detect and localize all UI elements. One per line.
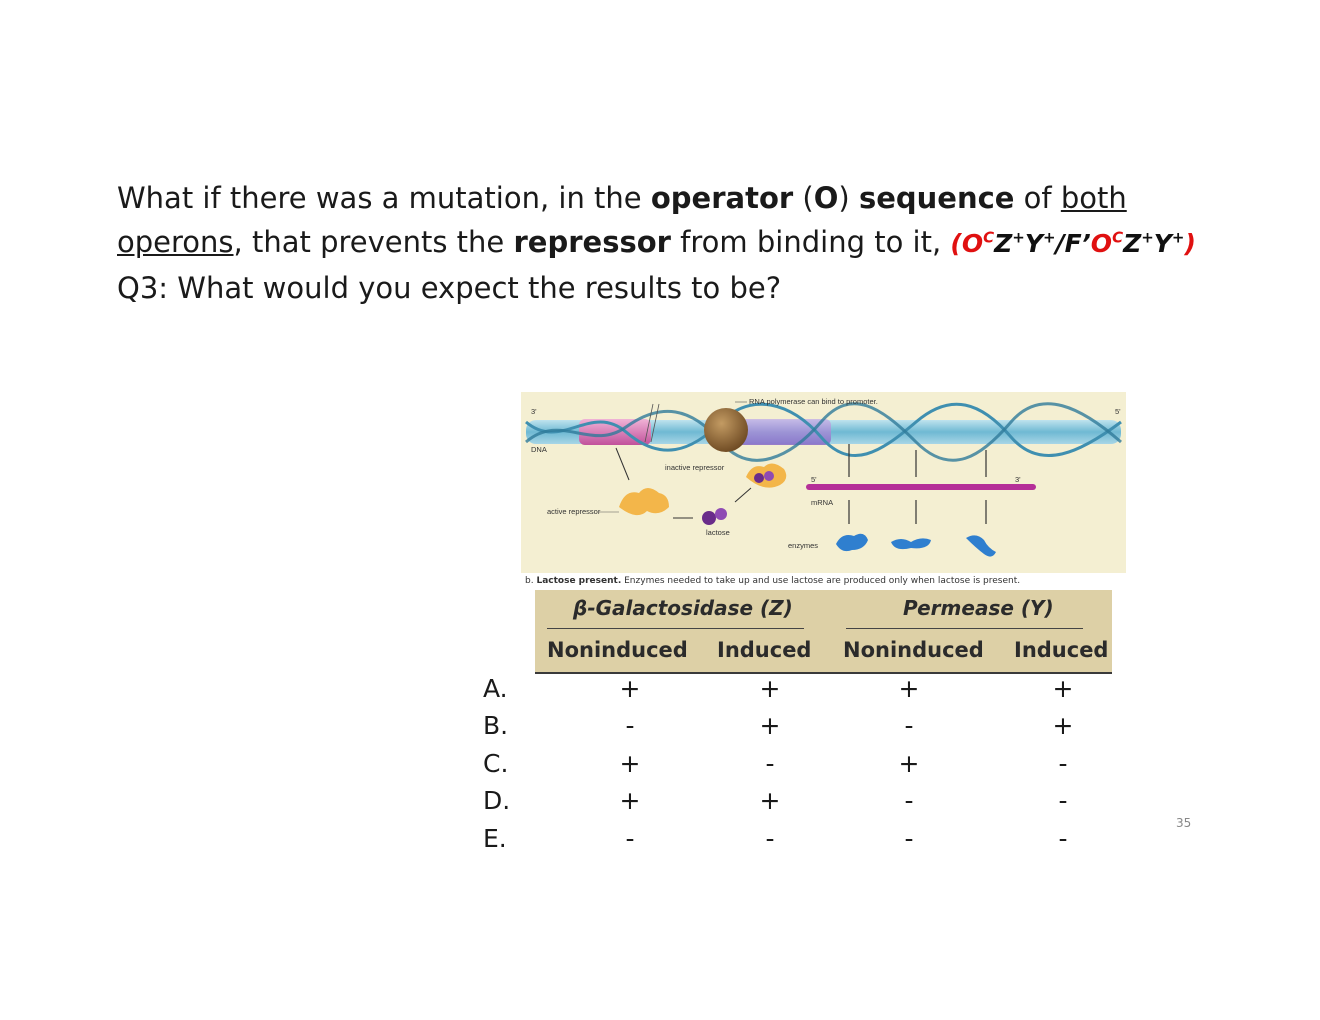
label-mrna: mRNA bbox=[811, 498, 834, 507]
lac-operon-figure bbox=[521, 392, 1126, 573]
page-number: 35 bbox=[1176, 816, 1192, 830]
label-mrna-5: 5' bbox=[811, 475, 817, 484]
table-cell: + bbox=[1052, 674, 1074, 703]
genotype-notation: $(O^CZ^+Y^+/F’O^CZ^+Y^+)$ bbox=[950, 228, 1196, 258]
label-enzymes: enzymes bbox=[788, 541, 819, 550]
label-rna-polymerase: RNA polymerase can bind to promoter. bbox=[749, 397, 878, 406]
table-cell: + bbox=[1052, 711, 1074, 740]
question-line-1: What if there was a mutation, in the operator (O) sequence of both bbox=[117, 181, 1127, 215]
table-cell: - bbox=[765, 824, 775, 853]
arrow bbox=[616, 448, 629, 480]
option-label: A. bbox=[483, 674, 508, 703]
column-header: Induced bbox=[1014, 638, 1109, 662]
bound-lactose bbox=[764, 471, 774, 481]
table-cell: - bbox=[1058, 749, 1068, 778]
group-divider bbox=[547, 628, 804, 629]
option-label: C. bbox=[483, 749, 509, 778]
option-label: E. bbox=[483, 824, 507, 853]
table-cell: + bbox=[759, 674, 781, 703]
question-text bbox=[117, 176, 1217, 310]
rna-polymerase bbox=[704, 408, 748, 452]
label-mrna-3: 3' bbox=[1015, 475, 1021, 484]
label-dna: DNA bbox=[531, 445, 547, 454]
column-header: Noninduced bbox=[547, 638, 688, 662]
question-line-2: operons, that prevents the repressor from binding to it, $(O^CZ^+Y^+/F’O^CZ^+Y^+)$ bbox=[117, 225, 1196, 259]
figure-caption: b. Lactose present. Enzymes needed to take up and use lactose are produced only when lactose is present. bbox=[525, 576, 1021, 586]
question-line-3: Q3: What would you expect the results to be? bbox=[117, 271, 782, 305]
column-header: Induced bbox=[717, 638, 812, 662]
label-lactose: lactose bbox=[706, 528, 730, 537]
header-beta-galactosidase: β-Galactosidase (Z) bbox=[573, 596, 793, 620]
table-cell: + bbox=[619, 674, 641, 703]
table-cell: + bbox=[898, 674, 920, 703]
arrow bbox=[735, 488, 751, 502]
table-cell: + bbox=[898, 749, 920, 778]
option-label: B. bbox=[483, 711, 509, 740]
table-cell: + bbox=[619, 749, 641, 778]
active-repressor-shape bbox=[619, 488, 669, 515]
option-label: D. bbox=[483, 786, 511, 815]
bound-lactose bbox=[754, 473, 764, 483]
column-header: Noninduced bbox=[843, 638, 984, 662]
group-divider bbox=[846, 628, 1083, 629]
table-cell: - bbox=[1058, 824, 1068, 853]
lac-operon-illustration bbox=[521, 392, 1126, 573]
lactose-molecule bbox=[702, 511, 716, 525]
lactose-molecule bbox=[715, 508, 727, 520]
table-cell: - bbox=[625, 824, 635, 853]
enzyme-shape bbox=[891, 538, 931, 549]
mrna-strand bbox=[806, 484, 1036, 490]
table-cell: - bbox=[1058, 786, 1068, 815]
table-cell: - bbox=[625, 711, 635, 740]
table-header bbox=[535, 590, 1112, 674]
enzyme-shape bbox=[836, 534, 868, 551]
label-inactive-repressor: inactive repressor bbox=[665, 463, 725, 472]
table-cell: - bbox=[904, 824, 914, 853]
label-5prime: 5' bbox=[1115, 407, 1121, 416]
enzyme-shape bbox=[966, 535, 996, 556]
label-3prime: 3' bbox=[531, 407, 537, 416]
table-cell: - bbox=[904, 786, 914, 815]
label-active-repressor: active repressor bbox=[547, 507, 601, 516]
header-permease: Permease (Y) bbox=[903, 596, 1054, 620]
table-cell: - bbox=[765, 749, 775, 778]
table-cell: + bbox=[619, 786, 641, 815]
table-cell: + bbox=[759, 786, 781, 815]
table-cell: - bbox=[904, 711, 914, 740]
table-cell: + bbox=[759, 711, 781, 740]
